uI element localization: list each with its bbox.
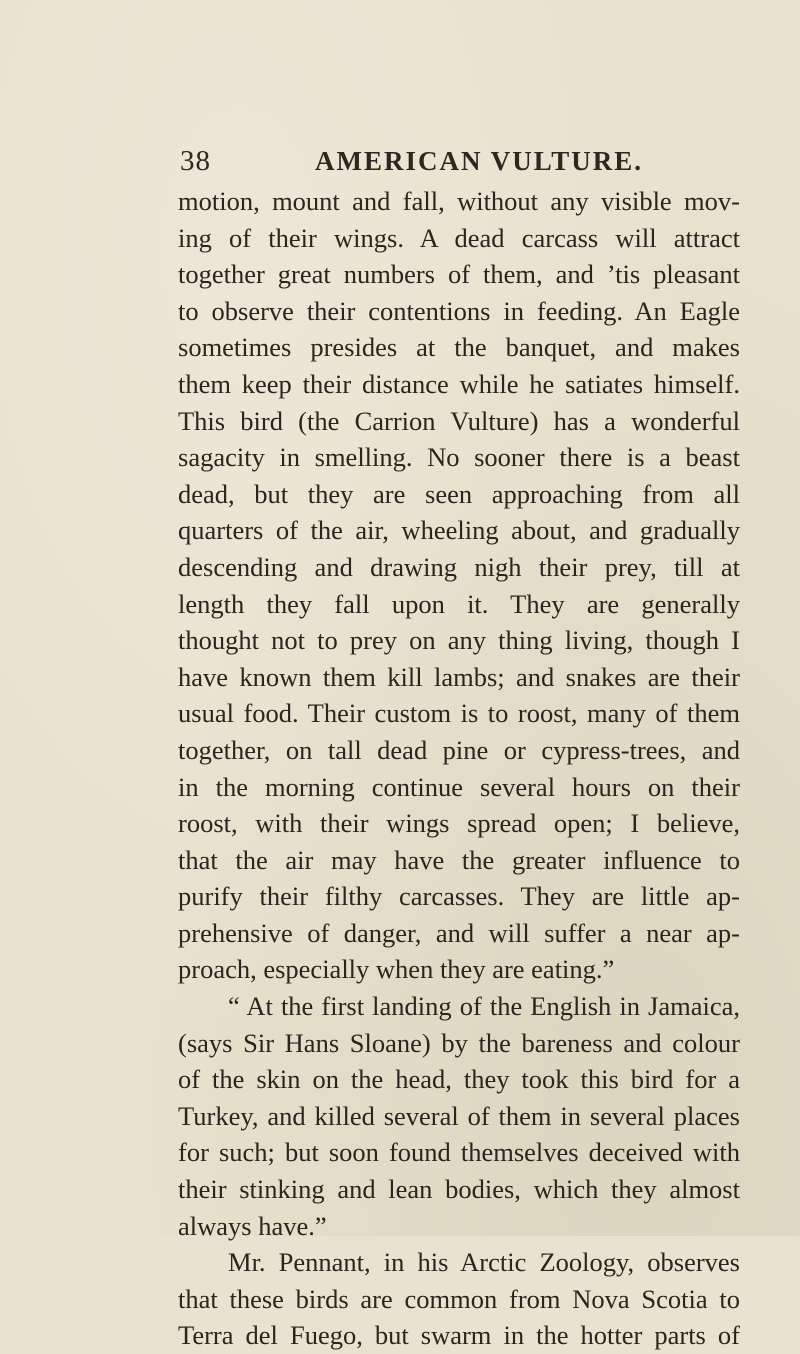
text-line: Terra del Fuego, but swarm in the hotter parts of (178, 1320, 740, 1351)
text-line: their stinking and lean bodies, which they almost (178, 1174, 740, 1205)
text-line: ing of their wings. A dead carcass will attract (178, 222, 740, 253)
text-line: quarters of the air, wheeling about, and gradually (178, 515, 740, 546)
text-line: This bird (the Carrion Vulture) has a wonderful (178, 405, 740, 436)
text-line: thought not to prey on any thing living, though I (178, 625, 740, 656)
text-line: usual food. Their custom is to roost, many of them (178, 698, 740, 729)
text-line: dead, but they are seen approaching from all (178, 478, 740, 509)
text-line: (says Sir Hans Sloane) by the bareness and colour (178, 1027, 740, 1058)
page-number: 38 (180, 145, 211, 177)
text-line: in the morning continue several hours on their (178, 771, 740, 802)
running-head: AMERICAN VULTURE. (315, 146, 644, 176)
text-line: that the air may have the greater influence to (178, 844, 740, 875)
text-line: of the skin on the head, they took this bird for a (178, 1064, 740, 1095)
text-line: Turkey, and killed several of them in several places (178, 1100, 740, 1131)
text-line: for such; but soon found themselves deceived with (178, 1137, 740, 1168)
page-header (180, 141, 740, 181)
text-line: have known them kill lambs; and snakes are their (178, 661, 740, 692)
text-line: together great numbers of them, and ’tis pleasant (178, 259, 740, 290)
text-line: them keep their distance while he satiates himself. (178, 368, 740, 399)
text-line: roost, with their wings spread open; I believe, (178, 808, 740, 839)
text-line: that these birds are common from Nova Scotia to (178, 1283, 740, 1314)
text-line: sagacity in smelling. No sooner there is a beast (178, 442, 740, 473)
text-line: sometimes presides at the banquet, and makes (178, 332, 740, 363)
text-line: Mr. Pennant, in his Arctic Zoology, observes (228, 1247, 740, 1278)
text-line: proach, especially when they are eating.” (178, 954, 615, 985)
text-line: descending and drawing nigh their prey, till at (178, 551, 740, 582)
text-line: “ At the first landing of the English in Jamaica, (228, 991, 740, 1022)
text-line: always have.” (178, 1210, 327, 1241)
text-line: purify their filthy carcasses. They are little ap- (178, 881, 740, 912)
text-line: prehensive of danger, and will suffer a near ap- (178, 917, 740, 948)
text-line: motion, mount and fall, without any visible mov- (178, 186, 740, 216)
text-line: to observe their contentions in feeding. An Eagle (178, 295, 740, 326)
text-line: together, on tall dead pine or cypress-trees, and (178, 734, 740, 765)
text-line: length they fall upon it. They are generally (178, 588, 740, 619)
body-text (178, 183, 740, 1354)
